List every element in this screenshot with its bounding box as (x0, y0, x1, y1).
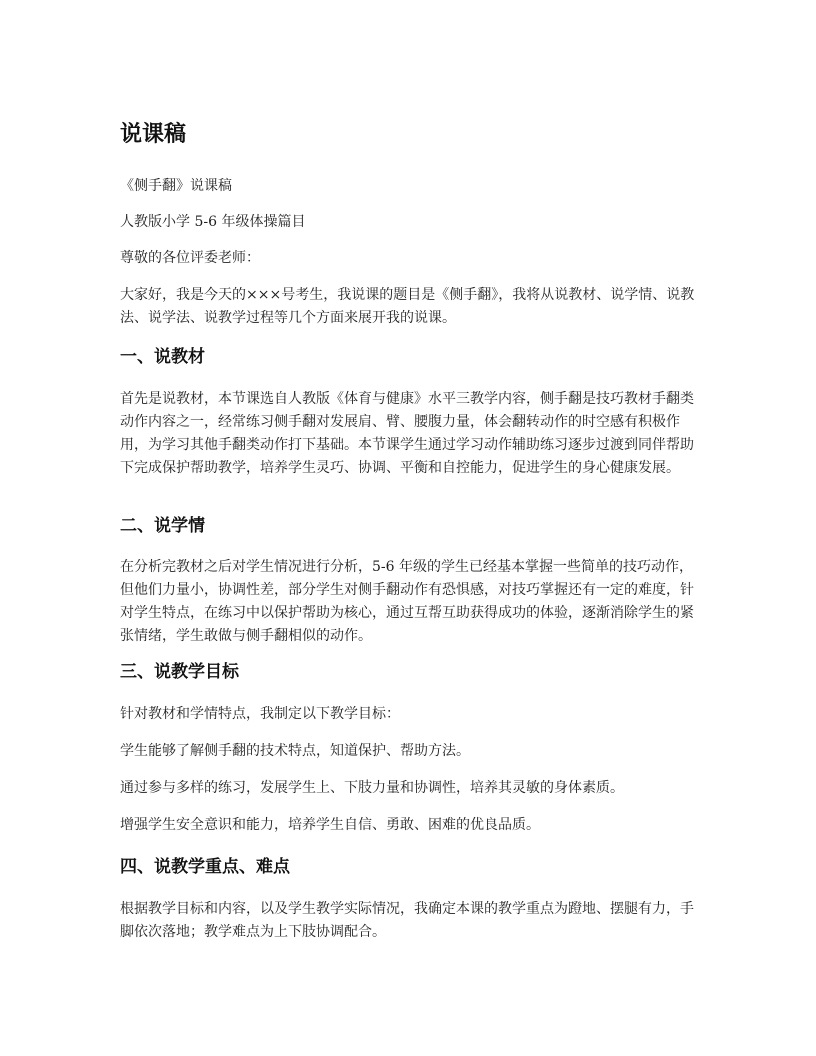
document-title: 说课稿 (120, 122, 187, 147)
key-points-paragraph: 根据教学目标和内容，以及学生教学实际情况，我确定本课的教学重点为蹬地、摆腿有力，手脚依次落地；教学难点为上下肢协调配合。 (120, 901, 694, 940)
lesson-title: 《侧手翻》说课稿 (120, 178, 232, 194)
section-heading-students: 二、说学情 (120, 516, 205, 536)
section-heading-key-points: 四、说教学重点、难点 (120, 857, 290, 877)
students-paragraph: 在分析完教材之后对学生情况进行分析，5-6 年级的学生已经基本掌握一些简单的技巧动作，但他们力量小，协调性差，部分学生对侧手翻动作有恐惧感，对技巧掌握还有一定的难度，针对学生特点，在练习中以保护帮助为核心，通过互帮互助获得成功的体验，逐渐消除学生的紧张情绪，学生敢做与侧手翻相似的动作。 (120, 559, 694, 644)
section-heading-textbook: 一、说教材 (120, 347, 205, 367)
objectives-intro: 针对教材和学情特点，我制定以下教学目标： (120, 706, 400, 722)
objective-item: 通过参与多样的练习，发展学生上、下肢力量和协调性，培养其灵敏的身体素质。 (120, 780, 624, 796)
section-heading-objectives: 三、说教学目标 (120, 662, 239, 682)
objective-item: 增强学生安全意识和能力，培养学生自信、勇敢、困难的优良品质。 (120, 817, 540, 833)
textbook-info: 人教版小学 5-6 年级体操篇目 (120, 214, 306, 230)
objective-item: 学生能够了解侧手翻的技术特点，知道保护、帮助方法。 (120, 743, 470, 759)
textbook-paragraph: 首先是说教材，本节课选自人教版《体育与健康》水平三教学内容，侧手翻是技巧教材手翻类动作内容之一，经常练习侧手翻对发展肩、臂、腰腹力量，体会翻转动作的时空感有积极作用，为学习其他手翻类动作打下基础。本节课学生通过学习动作辅助练习逐步过渡到同伴帮助下完成保护帮助教学，培养学生灵巧、协调、平衡和自控能力，促进学生的身心健康发展。 (120, 391, 694, 476)
intro-paragraph: 大家好，我是今天的×××号考生，我说课的题目是《侧手翻》，我将从说教材、说学情、说教法、说学法、说教学过程等几个方面来展开我的说课。 (120, 287, 695, 326)
greeting: 尊敬的各位评委老师： (120, 250, 260, 266)
